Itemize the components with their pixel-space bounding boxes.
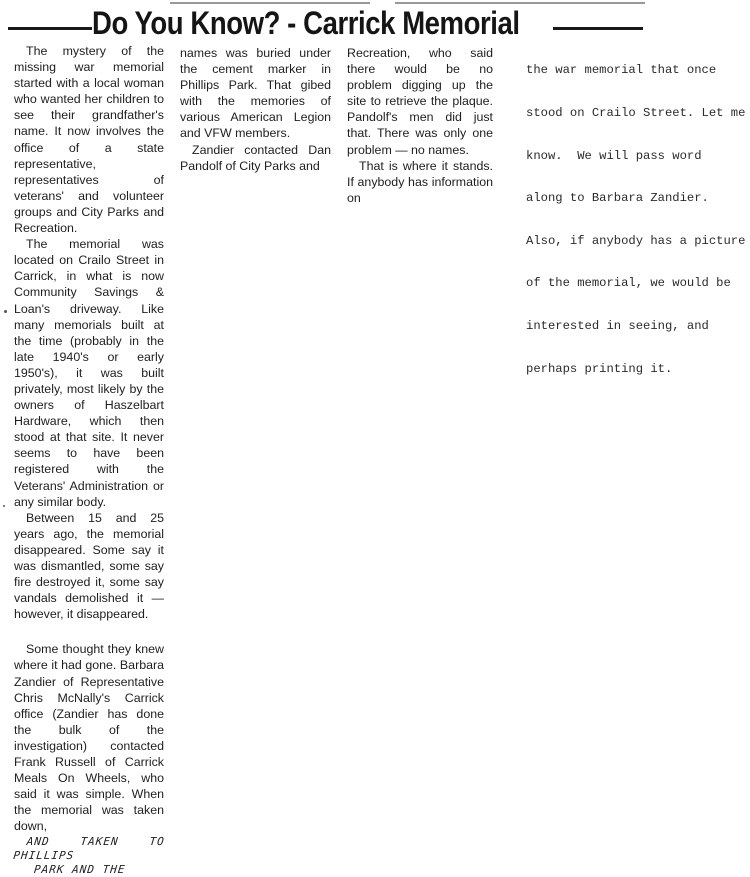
paragraph: Zandier contacted Dan Pandolf of City Parks and: [180, 142, 331, 173]
typed-line: stood on Crailo Street. Let me: [526, 106, 746, 121]
typed-line: Also, if anybody has a picture: [526, 233, 746, 248]
paragraph: Some thought they knew where it had gone. Barbara Zandier of Representative Chris McNally's Carrick office (Zandier has done the bulk of the investigation) contacted Frank Russell of Carrick Meals On Wheels, who said it was simple. When the memorial was taken down,: [14, 642, 164, 834]
article-column-2: [180, 45, 331, 174]
paragraph: Recreation, who said there would be no problem digging up the site to retrieve the plaque. Pandolf's men did just that. There was only one problem — no names.: [347, 46, 493, 157]
headline-rule-left: [8, 27, 92, 30]
scan-speck: [3, 505, 5, 507]
headline-rule-right: [553, 27, 643, 30]
paragraph: names was buried under the cement marker in Phillips Park. That gibed with the memories of various American Legion and VFW members.: [180, 46, 331, 141]
typed-line: the war memorial that once: [526, 63, 717, 78]
paragraph: The memorial was located on Crailo Street in Carrick, in what is now Community Savings & Loan's driveway. Like many memorials built at the time (probably in the late 1940's or early 1950's), it was built privately, most likely by the owners of Haszelbart Hardware, which then stood at that site. It never seems to have been registered with the Veterans' Administration or any similar body.: [14, 237, 164, 509]
paragraph: That is where it stands. If anybody has information on: [347, 158, 493, 205]
scan-speck: [4, 310, 7, 313]
typed-addendum: [526, 35, 750, 390]
typed-line: along to Barbara Zandier.: [526, 191, 709, 206]
article-column-3: [347, 45, 493, 206]
headline: Do You Know? - Carrick Memorial: [92, 5, 520, 41]
typed-line: of the memorial, we would be: [526, 276, 731, 291]
paragraph-gap: [14, 622, 164, 641]
paragraph: Between 15 and 25 years ago, the memorial disappeared. Some say it was dismantled, some say fire destroyed it, some say vandals demolished it — however, it disappeared.: [14, 510, 164, 622]
handwritten-note-line: AND TAKEN TO PHILLIPS: [12, 834, 166, 862]
handwritten-note-line: PARK AND THE: [33, 862, 127, 876]
typed-line: interested in seeing, and: [526, 319, 709, 334]
typed-line: perhaps printing it.: [526, 361, 673, 376]
article-column-1: [14, 43, 164, 877]
typed-line: know. We will pass word: [526, 148, 702, 163]
paragraph: The mystery of the missing war memorial started with a local woman who wanted her children to see their grandfather's name. It now involves the office of a state representative, representatives of veterans' and volunteer groups and City Parks and Recreation.: [14, 44, 164, 236]
